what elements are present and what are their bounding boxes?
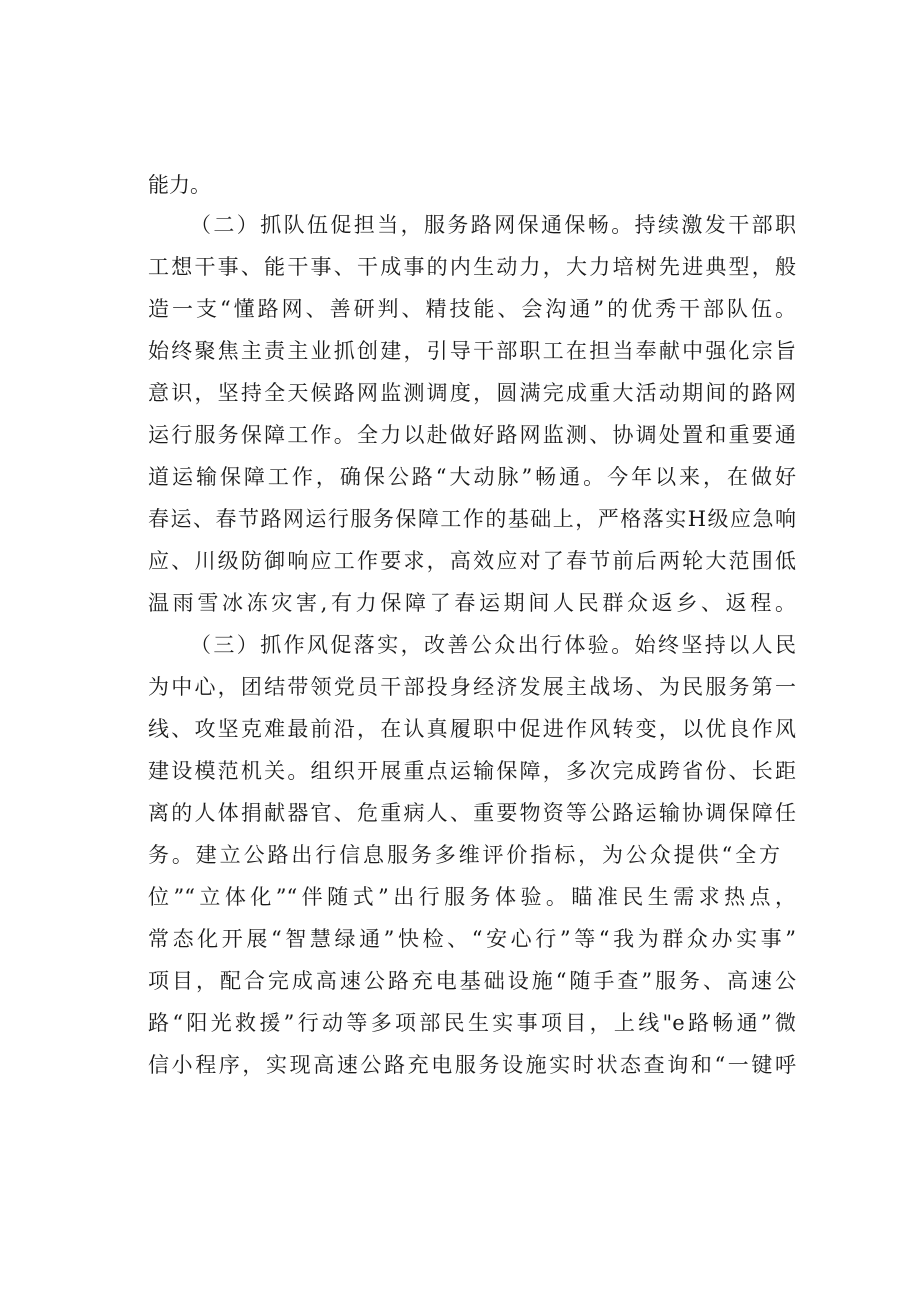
text-line-11: 温雨雪冰冻灾害,有力保障了春运期间人民群众返乡、返程。	[148, 591, 796, 615]
text-line-16: 离的人体捐献器官、危重病人、重要物资等公路运输协调保障任	[148, 801, 796, 825]
text-line-14: 线、攻坚克难最前沿，在认真履职中促进作风转变，以优良作风	[148, 717, 796, 741]
text-line-21: 路“阳光救援”行动等多项部民生实事项目，上线"e路畅通”微	[148, 1011, 796, 1035]
text-line-8: 道运输保障工作，确保公路“大动脉”畅通。今年以来，在做好	[148, 465, 796, 489]
text-line-10: 应、川级防御响应工作要求，高效应对了春节前后两轮大范围低	[148, 549, 796, 573]
section-heading-2: （二）抓队伍促担当，服务路网保通保畅。持续激发干部职	[190, 213, 796, 237]
text-line-15: 建设模范机关。组织开展重点运输保障，多次完成跨省份、长距	[148, 759, 796, 783]
text-line-19: 常态化开展“智慧绿通”快检、“安心行”等“我为群众办实事”	[148, 927, 796, 951]
text-line-7: 运行服务保障工作。全力以赴做好路网监测、协调处置和重要通	[148, 423, 796, 447]
text-line-6: 意识，坚持全天候路网监测调度，圆满完成重大活动期间的路网	[148, 381, 796, 405]
text-line-3: 工想干事、能干事、干成事的内生动力，大力培树先进典型，般	[148, 255, 796, 279]
text-line-17: 务。建立公路出行信息服务多维评价指标，为公众提供“全方	[148, 843, 780, 867]
text-line-1: 能力。	[148, 173, 211, 197]
text-line-9: 春运、春节路网运行服务保障工作的基础上，严格落实H级应急响	[148, 507, 796, 531]
text-line-5: 始终聚焦主责主业抓创建，引导干部职工在担当奉献中强化宗旨	[148, 339, 796, 363]
text-line-13: 为中心，团结带领党员干部投身经济发展主战场、为民服务第一	[148, 675, 796, 699]
text-line-4: 造一支“懂路网、善研判、精技能、会沟通”的优秀干部队伍。	[148, 297, 796, 321]
text-line-20: 项目，配合完成高速公路充电基础设施“随手查”服务、高速公	[148, 969, 796, 993]
text-line-18: 位”“立体化”“伴随式”出行服务体验。瞄准民生需求热点，	[148, 885, 796, 909]
text-line-22: 信小程序，实现高速公路充电服务设施实时状态查询和“一键呼	[148, 1053, 796, 1077]
section-heading-3: （三）抓作风促落实，改善公众出行体验。始终坚持以人民	[190, 633, 796, 657]
